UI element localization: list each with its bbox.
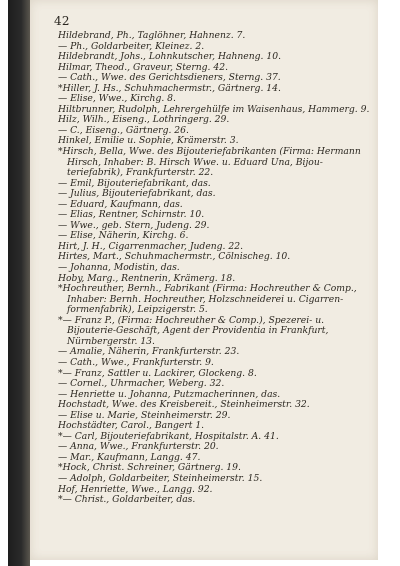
directory-entry-line: Hochstädter, Carol., Bangert 1. [58,421,205,432]
directory-entry-line: Hinkel, Emilie u. Sophie, Krämerstr. 3. [58,136,239,147]
directory-entry-line: — Elise, Näherin, Kirchg. 6. [58,231,189,242]
entry-continuation-line: Hirsch, Inhaber: B. Hirsch Wwe. u. Eduard Una, Bijou- [67,157,323,168]
directory-entry-line: Hilz, Wilh., Eiseng., Lothringerg. 29. [58,115,230,126]
directory-entry-line: — Johanna, Modistin, das. [58,263,180,274]
directory-entry-line: — Anna, Wwe., Frankfurterstr. 20. [58,442,219,453]
directory-entry-line: Hiltbrunner, Rudolph, Lehrergehülfe im Waisenhaus, Hammerg. 9. [58,104,370,115]
directory-entry-line: Hildebrandt, Johs., Lohnkutscher, Hahneng. 10. [58,52,281,63]
directory-entry-line: — Henriette u. Johanna, Putzmacherinnen, das. [58,389,281,400]
page-number: 42 [54,14,70,28]
entry-continuation-line: Bijouterie-Geschäft, Agent der Providentia in Frankfurt, [67,326,329,337]
directory-entry-line: *Hiller, J. Hs., Schuhmachermstr., Gärtnerg. 14. [58,83,281,94]
directory-entry-line: *Hirsch, Bella, Wwe. des Bijouteriefabrikanten (Firma: Hermann [58,147,361,158]
directory-entry-line: — Amalie, Näherin, Frankfurterstr. 23. [58,347,240,358]
entry-continuation-line: teriefabrik), Frankfurterstr. 22. [67,168,214,179]
directory-entry-line: Hochstadt, Wwe. des Kreisbereit., Steinheimerstr. 32. [58,400,310,411]
directory-entry-line: Hof, Henriette, Wwe., Langg. 92. [58,484,213,495]
directory-entry-line: Hoby, Marg., Rentnerin, Krämerg. 18. [58,273,236,284]
entry-continuation-line: formenfabrik), Leipzigerstr. 5. [67,305,208,316]
directory-entry-line: *— Franz, Sattler u. Lackirer, Glockeng. 8. [58,368,257,379]
directory-entry-line: *— Franz P., (Firma: Hochreuther & Comp.), Spezerei- u. [58,315,325,326]
directory-entry-line: — Julius, Bijouteriefabrikant, das. [58,189,216,200]
directory-entry-line: — Elise, Wwe., Kirchg. 8. [58,94,176,105]
directory-entry-line: Hirtes, Mart., Schuhmachermstr., Cölnischeg. 10. [58,252,291,263]
directory-entries [58,31,370,506]
directory-entry-line: Hilmar, Theod., Graveur, Sterng. 42. [58,62,228,73]
directory-entry-line: — Ph., Goldarbeiter, Kleinez. 2. [58,41,205,52]
directory-entry-line: Hirt, J. H., Cigarrenmacher, Judeng. 22. [58,241,244,252]
directory-entry-line: — Mar., Kaufmann, Langg. 47. [58,452,201,463]
directory-entry-line: — Elise u. Marie, Steinheimerstr. 29. [58,410,231,421]
directory-entry-line: *Hock, Christ. Schreiner, Gärtnerg. 19. [58,463,241,474]
directory-entry-line: — Emil, Bijouteriefabrikant, das. [58,178,211,189]
directory-entry-line: — Cath., Wwe., Frankfurterstr. 9. [58,357,214,368]
directory-entry-line: — Cath., Wwe. des Gerichtsdieners, Sterng. 37. [58,73,281,84]
directory-entry-line: Hildebrand, Ph., Taglöhner, Hahnenz. 7. [58,31,246,41]
directory-entry-line: — Adolph, Goldarbeiter, Steinheimerstr. 15. [58,473,263,484]
directory-entry-line: *— Christ., Goldarbeiter, das. [58,495,196,506]
directory-entry-line: — Cornel., Uhrmacher, Weberg. 32. [58,379,225,390]
directory-entry-line: — Wwe., geb. Stern, Judeng. 29. [58,220,210,231]
directory-entry-line: — Elias, Rentner, Schirnstr. 10. [58,210,205,221]
entry-continuation-line: Inhaber: Bernh. Hochreuther, Holzschneiderei u. Cigarren- [67,294,344,305]
entry-continuation-line: Nürnbergerstr. 13. [67,336,155,347]
directory-entry-line: *Hochreuther, Bernh., Fabrikant (Firma: Hochreuther & Comp., [58,284,357,295]
book-gutter [8,0,30,566]
directory-entry-line: — Eduard, Kaufmann, das. [58,199,183,210]
directory-entry-line: — C., Eiseng., Gärtnerg. 26. [58,125,189,136]
directory-entry-line: *— Carl, Bijouteriefabrikant, Hospitalstr. A. 41. [58,431,279,442]
